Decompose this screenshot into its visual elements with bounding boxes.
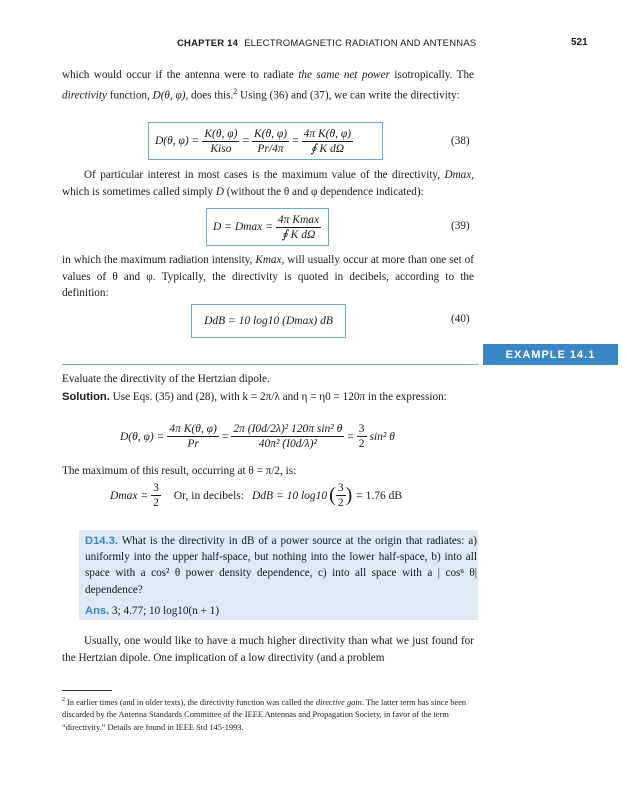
numerator: 4π K(θ, φ): [169, 423, 217, 435]
denominator: Pr/4π: [257, 142, 284, 155]
footnote-mark: 2: [62, 697, 65, 703]
eq-result: = 1.76 dB: [356, 489, 403, 502]
fraction: [202, 127, 239, 156]
text: which would occur if the antenna were to radiate: [62, 69, 299, 81]
text: , which is sometimes called simply: [62, 169, 474, 198]
math-inline: D: [215, 185, 224, 198]
solution-label: Solution.: [62, 391, 110, 403]
denominator: ∮ K dΩ: [281, 228, 316, 241]
denominator: 2: [358, 438, 365, 450]
text: Use Eqs. (35) and (28), with k = 2π/λ and η = η0 = 120π in the expression:: [112, 391, 447, 403]
answer-line: [85, 603, 477, 619]
drill-label: D14.3.: [85, 535, 118, 547]
math-inline: Dmax: [444, 169, 472, 181]
denominator: 2: [153, 497, 159, 509]
equation-40: [191, 304, 346, 338]
numerator: 3: [358, 423, 365, 435]
eq-lhs: D(θ, φ) =: [120, 430, 165, 443]
page-number: 521: [571, 37, 588, 48]
denominator: Kiso: [210, 142, 232, 155]
text: , does this.: [185, 89, 234, 102]
example-statement: Evaluate the directivity of the Hertzian dipole.: [62, 373, 270, 385]
or-text: Or, in decibels:: [173, 489, 244, 502]
paragraph-kmax: [62, 252, 474, 302]
equals: =: [347, 430, 354, 443]
denominator: 40π² (I0d/λ)²: [258, 438, 317, 450]
emphasis: the same net power: [298, 69, 390, 81]
numerator: 3: [337, 482, 344, 494]
fraction: [357, 422, 367, 451]
fraction: [336, 481, 346, 510]
fraction: [276, 213, 321, 242]
drill-problem-box: [79, 530, 478, 620]
equation-38: [148, 122, 383, 160]
numerator: 4π Kmax: [277, 213, 320, 226]
eq-lhs: DdB = 10 log10: [251, 489, 328, 502]
fraction: [231, 422, 344, 451]
footnote: [62, 694, 474, 734]
numerator: 3: [153, 482, 159, 494]
running-header: [177, 38, 476, 49]
example-tab: EXAMPLE 14.1: [483, 344, 618, 365]
text: . The latter term has since been discarded by the Antenna Standards Committee of the IEEE Antennas and Propagation Society, in favor of the term “directivity.” Details are found in IEEE Std 145-1993.: [62, 697, 467, 732]
fraction: [252, 127, 289, 156]
paren-open: (: [329, 484, 336, 506]
text: Of particular interest in most cases is the maximum value of the directivity,: [84, 169, 445, 181]
math-inline: D(θ, φ): [152, 89, 186, 102]
text: Using (36) and (37), we can write the directivity:: [237, 89, 460, 102]
paragraph-dmax: [62, 167, 474, 200]
example-solution: [62, 389, 474, 406]
example-rule: [62, 364, 479, 365]
eq-body: DdB = 10 log10 (Dmax) dB: [204, 315, 333, 327]
eq-lhs: Dmax =: [110, 489, 149, 502]
chapter-label: CHAPTER 14: [177, 38, 239, 49]
example-equation: [120, 422, 395, 451]
denominator: Pr: [187, 438, 199, 450]
paren-close: ): [345, 484, 353, 506]
answer-label: Ans.: [85, 604, 110, 617]
footnote-rule: [62, 690, 112, 691]
dmax-equation: [110, 481, 402, 510]
denominator: ∮ K dΩ: [310, 142, 345, 155]
equation-number: (38): [451, 135, 470, 147]
equation-39: [206, 208, 329, 246]
footnote-ref[interactable]: 2: [233, 86, 238, 96]
emphasis-directivity: directivity: [62, 89, 107, 102]
eq-lhs: D(θ, φ) =: [155, 135, 200, 147]
text: , will usually occur at more than one set of values of θ and φ. Typically, the directivity is quoted in decibels, according to the definition:: [62, 254, 474, 299]
equals: =: [292, 135, 299, 147]
text: function,: [106, 89, 153, 102]
paragraph-conclusion: Usually, one would like to have a much higher directivity than what we just found for the Hertzian dipole. One implication of a low directivity (and a problem: [62, 635, 474, 664]
eq-tail: sin² θ: [369, 430, 395, 443]
numerator: K(θ, φ): [253, 127, 288, 140]
numerator: K(θ, φ): [204, 127, 238, 140]
numerator: 2π (I0d/2λ)² 120π sin² θ: [233, 423, 343, 435]
answer-text: 3; 4.77; 10 log10(n + 1): [112, 604, 220, 617]
equals: =: [242, 135, 249, 147]
equals: =: [221, 430, 229, 443]
example-max-text: The maximum of this result, occurring at θ = π/2, is:: [62, 465, 297, 477]
drill-text: What is the directivity in dB of a power source at the origin that radiates: a) uniformly into the upper half-space, but nothing into the lower half-space, b) into all space with a cos² θ power density dependence, c) into all space with a | cosⁿ θ| dependence?: [85, 535, 477, 596]
equation-number: (40): [451, 313, 470, 325]
math-inline: Kmax: [255, 254, 282, 266]
numerator: 4π K(θ, φ): [303, 127, 352, 140]
text: isotropically. The: [389, 69, 475, 81]
paragraph-intro: [62, 67, 474, 104]
emphasis: directive gain: [315, 697, 362, 707]
fraction: [302, 127, 353, 156]
equation-number: (39): [451, 220, 470, 232]
text: In earlier times (and in older texts), the directivity function was called the: [67, 697, 316, 707]
denominator: 2: [337, 497, 344, 509]
fraction: [167, 422, 218, 451]
text: in which the maximum radiation intensity,: [62, 254, 256, 266]
fraction: [151, 481, 161, 510]
chapter-title: ELECTROMAGNETIC RADIATION AND ANTENNAS: [244, 38, 477, 49]
eq-lhs: D = Dmax =: [213, 221, 273, 233]
text: (without the θ and φ dependence indicated):: [223, 185, 424, 198]
